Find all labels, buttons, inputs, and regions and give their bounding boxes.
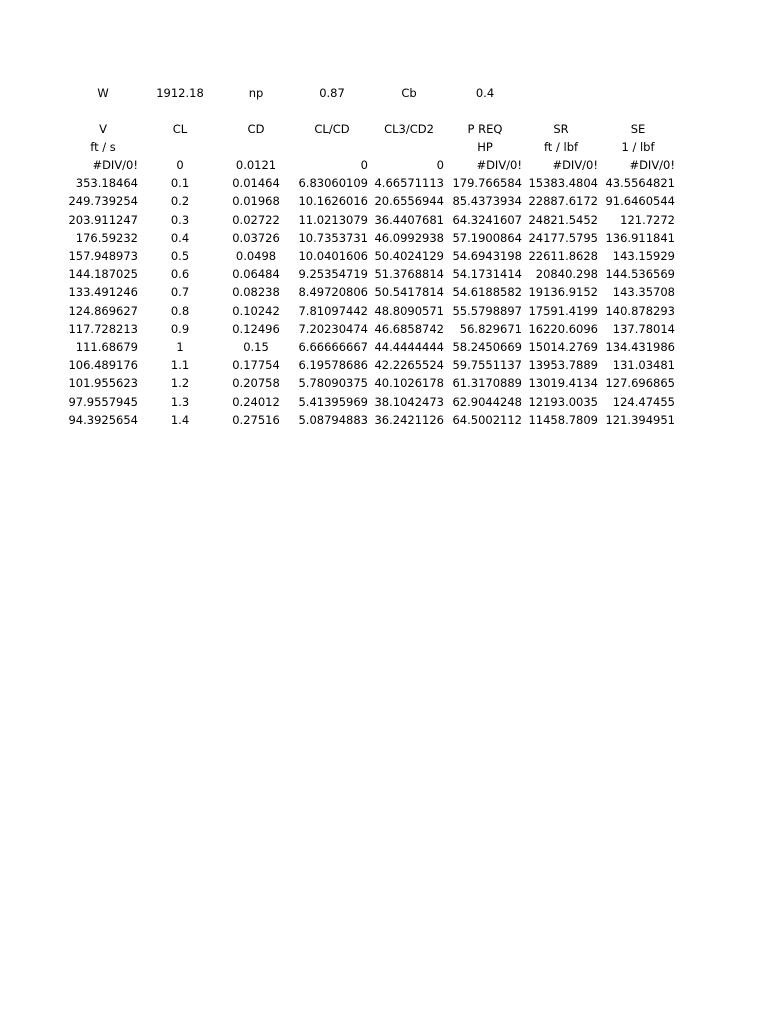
cell-se: 131.03481 — [612, 358, 675, 373]
cell-cd: 0.01968 — [232, 194, 280, 209]
cell-cl3-cd2: 50.4024129 — [374, 249, 444, 263]
cell-p-req: 61.3170889 — [452, 376, 522, 391]
cell-cd: 0.10242 — [232, 303, 280, 318]
table-row — [0, 192, 768, 210]
cell-v: 144.187025 — [68, 267, 138, 282]
cell-p-req: 58.2450669 — [452, 340, 522, 354]
param-cb-label: Cb — [401, 86, 417, 100]
cell-cl-cd: 5.41395969 — [298, 394, 368, 409]
cell-cd: 0.0121 — [235, 158, 277, 172]
cell-sr: #DIV/0! — [552, 158, 598, 172]
cell-cl: 0.6 — [170, 267, 190, 282]
cell-sr: 13019.4134 — [528, 376, 598, 391]
cell-sr: 17591.4199 — [528, 303, 598, 318]
cell-cl-cd: 0 — [360, 158, 368, 172]
unit-p-req: HP — [477, 140, 493, 154]
cell-p-req: 64.3241607 — [452, 212, 522, 227]
cell-sr: 15014.2769 — [528, 340, 598, 354]
cell-p-req: #DIV/0! — [476, 158, 522, 172]
table-row — [0, 283, 768, 301]
header-p-req: P REQ — [467, 122, 503, 136]
header-cd: CD — [247, 122, 265, 136]
unit-sr: ft / lbf — [543, 140, 579, 154]
cell-v: 176.59232 — [75, 230, 138, 245]
cell-p-req: 57.1900864 — [452, 230, 522, 245]
table-row — [0, 356, 768, 374]
cell-v: 157.948973 — [68, 249, 138, 263]
cell-cl3-cd2: 36.4407681 — [374, 212, 444, 227]
cell-se: 127.696865 — [605, 376, 675, 391]
cell-se: 121.394951 — [605, 412, 675, 427]
cell-cl-cd: 9.25354719 — [298, 267, 368, 282]
cell-cl: 0.4 — [170, 230, 190, 245]
header-cl-cd: CL/CD — [314, 122, 350, 136]
cell-p-req: 54.6188582 — [452, 285, 522, 300]
table-row — [0, 302, 768, 320]
param-cb-value: 0.4 — [475, 86, 495, 100]
header-sr: SR — [553, 122, 569, 136]
cell-sr: 22611.8628 — [528, 249, 598, 263]
table-row — [0, 320, 768, 338]
cell-cd: 0.01464 — [232, 176, 280, 191]
cell-cl-cd: 6.19578686 — [298, 358, 368, 373]
cell-cd: 0.0498 — [235, 249, 277, 263]
header-cl: CL — [172, 122, 188, 136]
cell-cl: 1 — [176, 340, 184, 354]
cell-cl: 1.4 — [170, 412, 190, 427]
cell-cl: 0 — [176, 158, 184, 172]
cell-sr: 15383.4804 — [528, 176, 598, 191]
cell-cl3-cd2: 42.2265524 — [374, 358, 444, 373]
cell-v: 97.9557945 — [68, 394, 138, 409]
table-row — [0, 156, 768, 174]
cell-se: 121.7272 — [620, 212, 675, 227]
cell-se: 91.6460544 — [605, 194, 675, 209]
cell-se: 144.536569 — [605, 267, 675, 282]
header-row — [0, 120, 768, 138]
cell-cl: 1.2 — [170, 376, 190, 391]
cell-sr: 19136.9152 — [528, 285, 598, 300]
cell-v: 117.728213 — [68, 321, 138, 336]
cell-cl3-cd2: 40.1026178 — [374, 376, 444, 391]
table-row — [0, 393, 768, 411]
cell-cd: 0.02722 — [232, 212, 280, 227]
cell-v: 101.955623 — [68, 376, 138, 391]
cell-v: 111.68679 — [75, 340, 138, 354]
cell-cl3-cd2: 38.1042473 — [374, 394, 444, 409]
cell-se: 137.78014 — [612, 321, 675, 336]
cell-se: 140.878293 — [605, 303, 675, 318]
cell-cl: 0.9 — [170, 321, 190, 336]
cell-cd: 0.27516 — [232, 412, 280, 427]
cell-p-req: 179.766584 — [452, 176, 522, 191]
cell-cl3-cd2: 50.5417814 — [374, 285, 444, 300]
unit-v: ft / s — [90, 140, 116, 154]
cell-cl-cd: 7.20230474 — [298, 321, 368, 336]
cell-p-req: 85.4373934 — [452, 194, 522, 209]
cell-cl-cd: 5.78090375 — [298, 376, 368, 391]
cell-se: 124.47455 — [612, 394, 675, 409]
cell-sr: 24177.5795 — [528, 230, 598, 245]
cell-v: 94.3925654 — [68, 412, 138, 427]
cell-cl-cd: 8.49720806 — [298, 285, 368, 300]
cell-v: 203.911247 — [68, 212, 138, 227]
cell-p-req: 54.1731414 — [452, 267, 522, 282]
cell-cl: 1.3 — [170, 394, 190, 409]
cell-p-req: 56.829671 — [459, 321, 522, 336]
cell-sr: 22887.6172 — [528, 194, 598, 209]
table-row — [0, 247, 768, 265]
cell-sr: 11458.7809 — [528, 412, 598, 427]
cell-cl: 0.5 — [170, 249, 190, 263]
cell-v: 249.739254 — [68, 194, 138, 209]
cell-se: 43.5564821 — [605, 176, 675, 191]
cell-cl: 0.3 — [170, 212, 190, 227]
cell-p-req: 64.5002112 — [452, 412, 522, 427]
table-row — [0, 411, 768, 429]
table-row — [0, 338, 768, 356]
cell-cl-cd: 5.08794883 — [298, 412, 368, 427]
cell-cd: 0.08238 — [232, 285, 280, 300]
cell-cl3-cd2: 4.66571113 — [374, 176, 444, 191]
table-row — [0, 265, 768, 283]
cell-cl3-cd2: 36.2421126 — [374, 412, 444, 427]
cell-cl-cd: 6.66666667 — [298, 340, 368, 354]
cell-sr: 12193.0035 — [528, 394, 598, 409]
cell-se: 134.431986 — [605, 340, 675, 354]
cell-se: #DIV/0! — [629, 158, 675, 172]
param-w-label: W — [97, 86, 109, 100]
cell-cl-cd: 11.0213079 — [298, 212, 368, 227]
cell-cd: 0.20758 — [232, 376, 280, 391]
cell-sr: 20840.298 — [535, 267, 598, 282]
header-cl3-cd2: CL3/CD2 — [384, 122, 434, 136]
cell-sr: 16220.6096 — [528, 321, 598, 336]
param-np-label: np — [248, 86, 264, 100]
header-v: V — [99, 122, 107, 136]
cell-cd: 0.15 — [243, 340, 269, 354]
cell-se: 143.35708 — [612, 285, 675, 300]
cell-cl: 0.2 — [170, 194, 190, 209]
cell-cl3-cd2: 46.6858742 — [374, 321, 444, 336]
parameter-row — [0, 84, 768, 102]
cell-cl-cd: 10.7353731 — [298, 230, 368, 245]
cell-cl-cd: 10.0401606 — [298, 249, 368, 263]
cell-cl3-cd2: 48.8090571 — [374, 303, 444, 318]
cell-cd: 0.12496 — [232, 321, 280, 336]
cell-cl3-cd2: 0 — [436, 158, 444, 172]
cell-cl3-cd2: 51.3768814 — [374, 267, 444, 282]
cell-v: 106.489176 — [68, 358, 138, 373]
table-row — [0, 174, 768, 192]
cell-cd: 0.24012 — [232, 394, 280, 409]
param-w-value: 1912.18 — [156, 86, 204, 100]
cell-v: 124.869627 — [68, 303, 138, 318]
cell-cd: 0.17754 — [232, 358, 280, 373]
table-row — [0, 229, 768, 247]
cell-p-req: 62.9044248 — [452, 394, 522, 409]
cell-sr: 24821.5452 — [528, 212, 598, 227]
header-se: SE — [630, 122, 646, 136]
cell-v: #DIV/0! — [92, 158, 138, 172]
param-np-value: 0.87 — [319, 86, 345, 100]
cell-cl-cd: 7.81097442 — [298, 303, 368, 318]
cell-cl: 0.8 — [170, 303, 190, 318]
cell-cl-cd: 10.1626016 — [298, 194, 368, 209]
cell-p-req: 55.5798897 — [452, 303, 522, 318]
cell-cl3-cd2: 20.6556944 — [374, 194, 444, 209]
cell-cl: 1.1 — [170, 358, 190, 373]
unit-se: 1 / lbf — [621, 140, 655, 154]
table-row — [0, 211, 768, 229]
table-row — [0, 374, 768, 392]
cell-cl: 0.7 — [170, 285, 190, 300]
cell-cl-cd: 6.83060109 — [298, 176, 368, 191]
cell-cl3-cd2: 46.0992938 — [374, 230, 444, 245]
cell-cl3-cd2: 44.4444444 — [374, 340, 444, 354]
cell-v: 353.18464 — [75, 176, 138, 191]
cell-se: 143.15929 — [612, 249, 675, 263]
cell-p-req: 54.6943198 — [452, 249, 522, 263]
cell-v: 133.491246 — [68, 285, 138, 300]
cell-cd: 0.06484 — [232, 267, 280, 282]
cell-sr: 13953.7889 — [528, 358, 598, 373]
cell-p-req: 59.7551137 — [452, 358, 522, 373]
cell-cl: 0.1 — [170, 176, 190, 191]
cell-cd: 0.03726 — [232, 230, 280, 245]
cell-se: 136.911841 — [605, 230, 675, 245]
units-row — [0, 138, 768, 156]
